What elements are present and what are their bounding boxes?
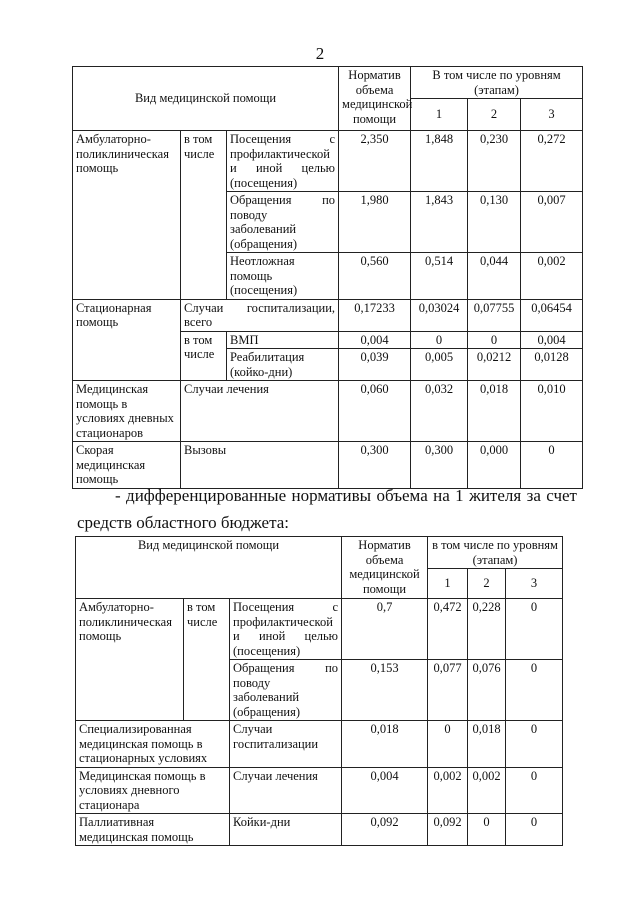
level-1-cell: 0,472 xyxy=(428,599,468,660)
level-1-cell: 0,002 xyxy=(428,767,468,814)
header-level-3: 3 xyxy=(506,569,563,599)
measure-cell: Обращения по поводу заболеваний (обращения) xyxy=(227,192,339,253)
measure-cell: Посещения с профилактической и иной целью (посещения) xyxy=(230,599,342,660)
norm-cell: 0,004 xyxy=(342,767,428,814)
norm-cell: 0,560 xyxy=(339,253,411,300)
measure-cell: Случаи лечения xyxy=(230,767,342,814)
level-2-cell: 0,000 xyxy=(468,442,521,489)
level-2-cell: 0,07755 xyxy=(468,299,521,331)
header-level-3: 3 xyxy=(521,99,583,131)
level-1-cell: 1,848 xyxy=(411,131,468,192)
level-2-cell: 0,076 xyxy=(468,660,506,721)
norm-cell: 0,039 xyxy=(339,349,411,381)
in-that-cell: в том числе xyxy=(181,331,227,381)
header-norm: Норматив объема медицинской помощи xyxy=(339,67,411,131)
level-1-cell: 0,300 xyxy=(411,442,468,489)
norm-cell: 0,018 xyxy=(342,721,428,768)
norm-cell: 2,350 xyxy=(339,131,411,192)
level-1-cell: 0,077 xyxy=(428,660,468,721)
level-3-cell: 0 xyxy=(506,767,563,814)
in-that-cell: в том числе xyxy=(181,131,227,300)
header-care-type: Вид медицинской помощи xyxy=(76,537,342,599)
norm-cell: 0,17233 xyxy=(339,299,411,331)
measure-cell: Случаи лечения xyxy=(181,381,339,442)
measure-cell: ВМП xyxy=(227,331,339,349)
level-2-cell: 0,0212 xyxy=(468,349,521,381)
paragraph-line-2: средств областного бюджета: xyxy=(77,513,290,532)
norm-cell: 0,153 xyxy=(342,660,428,721)
level-3-cell: 0 xyxy=(506,599,563,660)
measure-cell: Обращения по поводу заболеваний (обращения) xyxy=(230,660,342,721)
in-that-cell: в том числе xyxy=(184,599,230,721)
level-1-cell: 0,514 xyxy=(411,253,468,300)
level-3-cell: 0,0128 xyxy=(521,349,583,381)
level-3-cell: 0 xyxy=(506,814,563,846)
norm-cell: 0,7 xyxy=(342,599,428,660)
volume-norms-table xyxy=(72,66,583,489)
measure-cell: Койки-дни xyxy=(230,814,342,846)
table-row xyxy=(73,442,583,489)
level-2-cell: 0,002 xyxy=(468,767,506,814)
level-1-cell: 1,843 xyxy=(411,192,468,253)
measure-cell: Вызовы xyxy=(181,442,339,489)
level-2-cell: 0 xyxy=(468,331,521,349)
level-2-cell: 0,018 xyxy=(468,381,521,442)
header-norm: Норматив объема медицинской помощи xyxy=(342,537,428,599)
table-row xyxy=(76,721,563,768)
level-2-cell: 0,130 xyxy=(468,192,521,253)
measure-cell: Случаи госпитализации xyxy=(230,721,342,768)
table-row xyxy=(73,381,583,442)
measure-cell: Посещения с профилактической и иной целью (посещения) xyxy=(227,131,339,192)
regional-budget-norms-table xyxy=(75,536,563,846)
header-level-2: 2 xyxy=(468,569,506,599)
measure-cell: Неотложная помощь (посещения) xyxy=(227,253,339,300)
header-level-1: 1 xyxy=(411,99,468,131)
level-1-cell: 0,092 xyxy=(428,814,468,846)
measure-cell: Реабилитация (койко-дни) xyxy=(227,349,339,381)
table-row xyxy=(73,131,583,192)
level-1-cell: 0,005 xyxy=(411,349,468,381)
level-2-cell: 0,228 xyxy=(468,599,506,660)
norm-cell: 1,980 xyxy=(339,192,411,253)
table-row xyxy=(73,299,583,331)
level-2-cell: 0,044 xyxy=(468,253,521,300)
header-care-type: Вид медицинской помощи xyxy=(73,67,339,131)
measure-cell: Случаи госпитализации, всего xyxy=(181,299,339,331)
level-3-cell: 0,002 xyxy=(521,253,583,300)
care-type-cell: Медицинская помощь в условиях дневного стационара xyxy=(76,767,230,814)
norm-cell: 0,060 xyxy=(339,381,411,442)
level-3-cell: 0,06454 xyxy=(521,299,583,331)
header-level-2: 2 xyxy=(468,99,521,131)
care-type-cell: Скорая медицинская помощь xyxy=(73,442,181,489)
level-2-cell: 0 xyxy=(468,814,506,846)
level-2-cell: 0,230 xyxy=(468,131,521,192)
level-3-cell: 0 xyxy=(506,660,563,721)
table-row xyxy=(76,814,563,846)
care-type-cell: Специализированная медицинская помощь в стационарных условиях xyxy=(76,721,230,768)
level-2-cell: 0,018 xyxy=(468,721,506,768)
care-type-cell: Медицинская помощь в условиях дневных стационаров xyxy=(73,381,181,442)
care-type-cell: Стационарная помощь xyxy=(73,299,181,381)
level-1-cell: 0,032 xyxy=(411,381,468,442)
page-number: 2 xyxy=(315,44,325,63)
level-1-cell: 0 xyxy=(411,331,468,349)
header-levels: В том числе по уровням (этапам) xyxy=(411,67,583,99)
header-level-1: 1 xyxy=(428,569,468,599)
level-3-cell: 0 xyxy=(506,721,563,768)
header-levels: в том числе по уровням (этапам) xyxy=(428,537,563,569)
care-type-cell: Паллиативная медицинская помощь xyxy=(76,814,230,846)
norm-cell: 0,092 xyxy=(342,814,428,846)
level-3-cell: 0 xyxy=(521,442,583,489)
norm-cell: 0,004 xyxy=(339,331,411,349)
level-1-cell: 0 xyxy=(428,721,468,768)
level-3-cell: 0,007 xyxy=(521,192,583,253)
care-type-cell: Амбулаторно-поликлиническая помощь xyxy=(73,131,181,300)
care-type-cell: Амбулаторно-поликлиническая помощь xyxy=(76,599,184,721)
paragraph-line-1: - дифференцированные нормативы объема на 1 жителя за счет xyxy=(115,486,577,505)
table-row xyxy=(76,767,563,814)
table-row xyxy=(76,599,563,660)
level-3-cell: 0,272 xyxy=(521,131,583,192)
level-1-cell: 0,03024 xyxy=(411,299,468,331)
level-3-cell: 0,010 xyxy=(521,381,583,442)
norm-cell: 0,300 xyxy=(339,442,411,489)
level-3-cell: 0,004 xyxy=(521,331,583,349)
